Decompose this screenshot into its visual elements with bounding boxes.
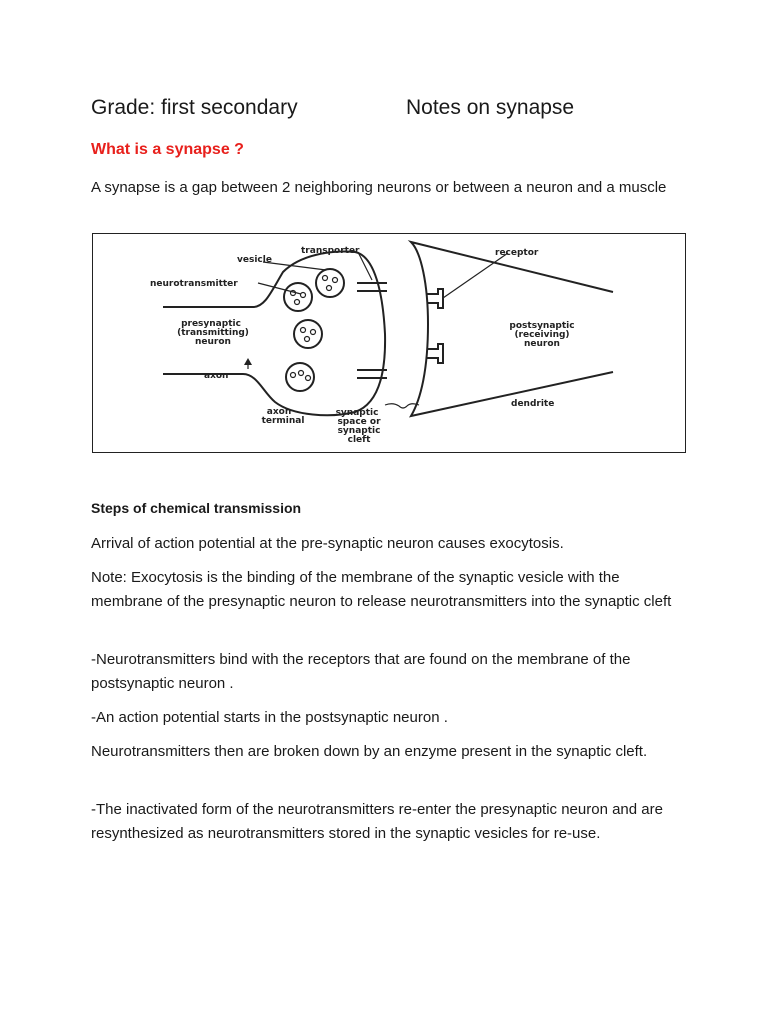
label-axon: axon	[204, 371, 229, 381]
label-postsynaptic-3: neuron	[524, 339, 560, 349]
label-cleft-1: synaptic	[335, 408, 379, 418]
label-axon-terminal-1: axon	[266, 407, 292, 417]
step-paragraph-1: Arrival of action potential at the pre-synaptic neuron causes exocytosis.	[91, 535, 564, 552]
label-cleft-3: synaptic	[337, 426, 381, 436]
label-neurotransmitter: neurotransmitter	[150, 279, 238, 289]
receptor-leader	[443, 253, 508, 298]
label-cleft-4: cleft	[347, 435, 371, 445]
label-presynaptic-3: neuron	[195, 337, 231, 347]
label-transporter: transporter	[301, 246, 360, 256]
steps-heading: Steps of chemical transmission	[91, 500, 302, 516]
step-paragraph-2: Note: Exocytosis is the binding of the membrane of the synaptic vesicle with the membrane of the presynaptic neuron to release neurotransmitters into the synaptic cleft	[91, 569, 672, 610]
step-paragraph-5: Neurotransmitters then are broken down by an enzyme present in the synaptic cleft.	[91, 743, 648, 760]
topic-title: Notes on synapse	[406, 96, 575, 119]
label-postsynaptic-1: postsynaptic	[509, 321, 575, 331]
label-axon-terminal-2: terminal	[261, 416, 305, 426]
step-paragraph-6: -The inactivated form of the neurotransmitters re-enter the presynaptic neuron and are resynthesized as neurotransmitters stored in the synaptic vesicles for re-use.	[91, 801, 663, 842]
title-row	[91, 96, 711, 126]
label-postsynaptic-2: (receiving)	[514, 330, 570, 340]
vesicle-3	[294, 320, 322, 348]
receptor-top	[427, 289, 443, 308]
synapse-diagram	[92, 233, 686, 453]
vesicle-2	[284, 283, 312, 311]
label-receptor: receptor	[495, 248, 539, 258]
label-vesicle: vesicle	[237, 255, 272, 265]
label-presynaptic-2: (transmitting)	[177, 328, 249, 338]
definition-paragraph: A synapse is a gap between 2 neighboring neurons or between a neuron and a muscle	[91, 179, 667, 196]
grade-title: Grade: first secondary	[91, 96, 298, 119]
vesicle-1	[316, 269, 344, 297]
step-paragraph-4: -An action potential starts in the postsynaptic neuron .	[91, 709, 448, 726]
cleft-brace	[385, 404, 419, 408]
question-heading: What is a synapse ?	[91, 141, 244, 158]
label-dendrite: dendrite	[511, 399, 555, 409]
receptor-bottom	[427, 344, 443, 363]
label-presynaptic-1: presynaptic	[181, 319, 241, 329]
label-cleft-2: space or	[337, 417, 381, 427]
step-paragraph-3: -Neurotransmitters bind with the receptors that are found on the membrane of the postsynaptic neuron .	[91, 651, 631, 692]
synapse-diagram-svg	[93, 234, 687, 454]
